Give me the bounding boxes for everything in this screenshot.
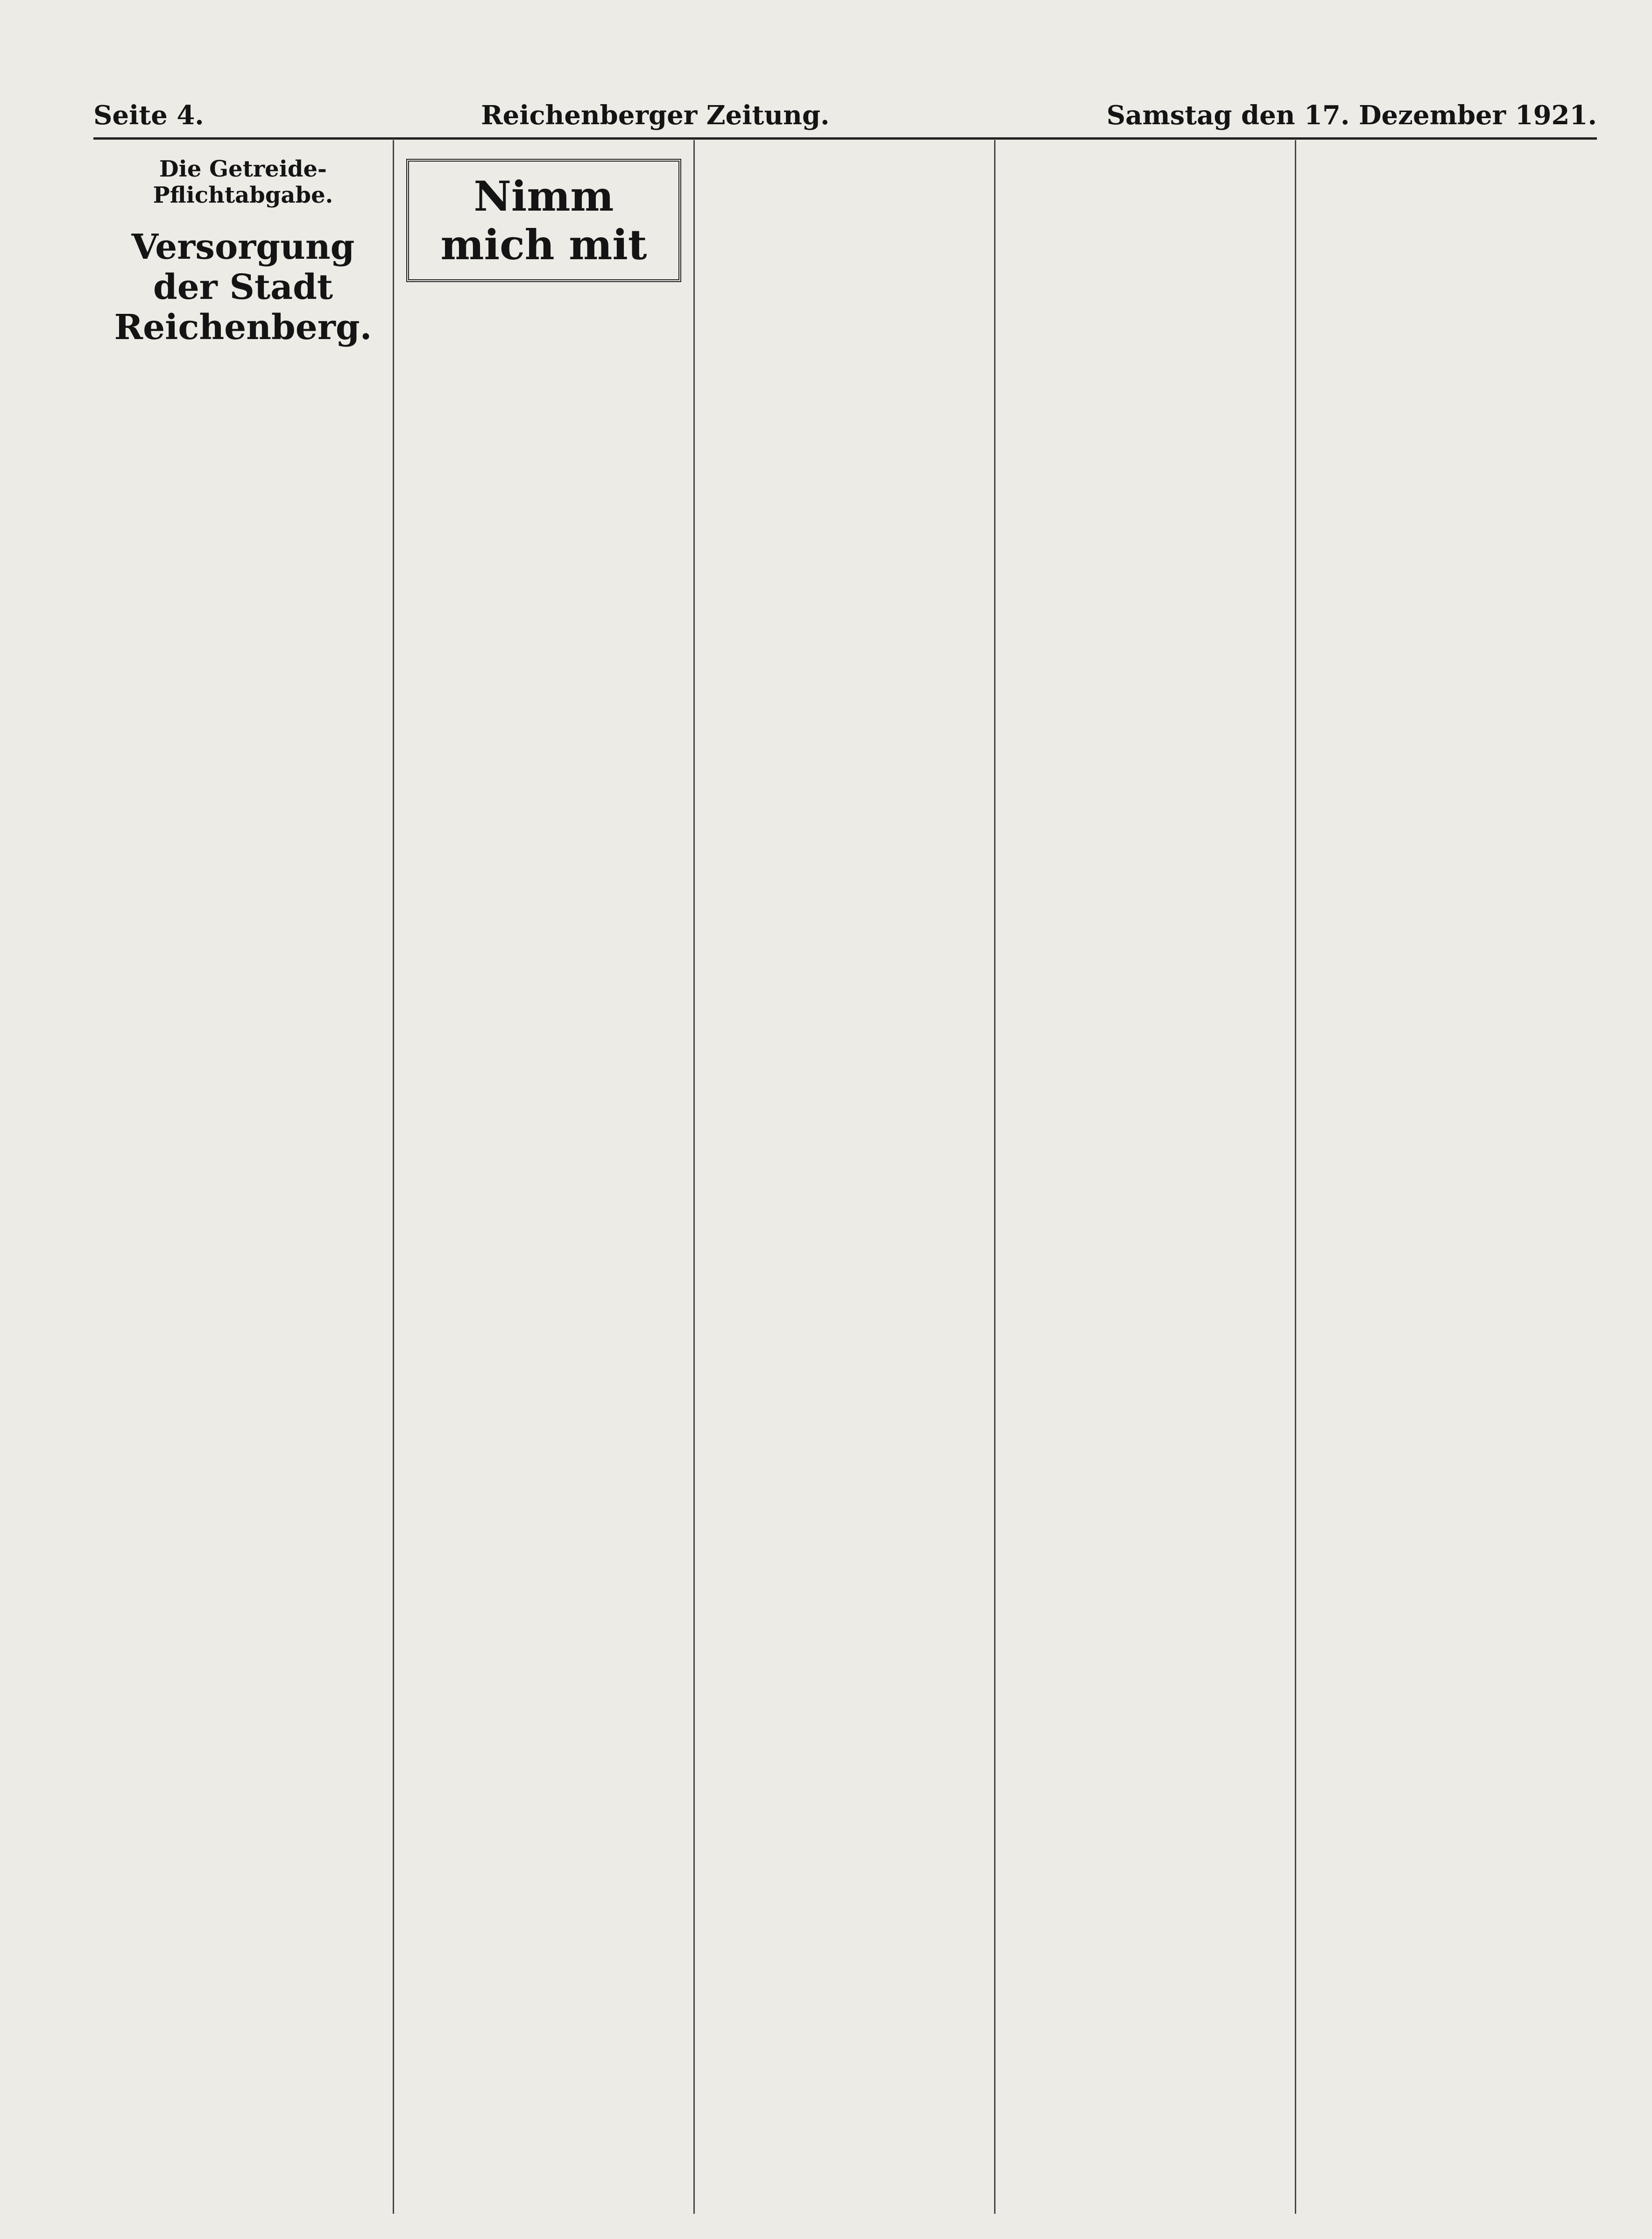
page-number: Seite 4. [93, 100, 204, 131]
page-header [93, 89, 1597, 140]
issue-date: Samstag den 17. Dezember 1921. [1106, 100, 1597, 131]
column-1 [93, 140, 394, 2214]
newspaper-title: Reichenberger Zeitung. [481, 100, 830, 131]
column-2 [394, 140, 695, 2214]
text-columns [93, 140, 1597, 2214]
column-3 [695, 140, 995, 2214]
column-4 [995, 140, 1296, 2214]
advertisement [406, 159, 681, 282]
section-heading: Versorgung der Stadt Reichenberg. [114, 227, 372, 347]
column-5 [1296, 140, 1597, 2214]
advertisement-title: Nimm mich mit [440, 172, 647, 269]
article-heading: Die Getreide-Pflichtabgabe. [153, 156, 333, 208]
